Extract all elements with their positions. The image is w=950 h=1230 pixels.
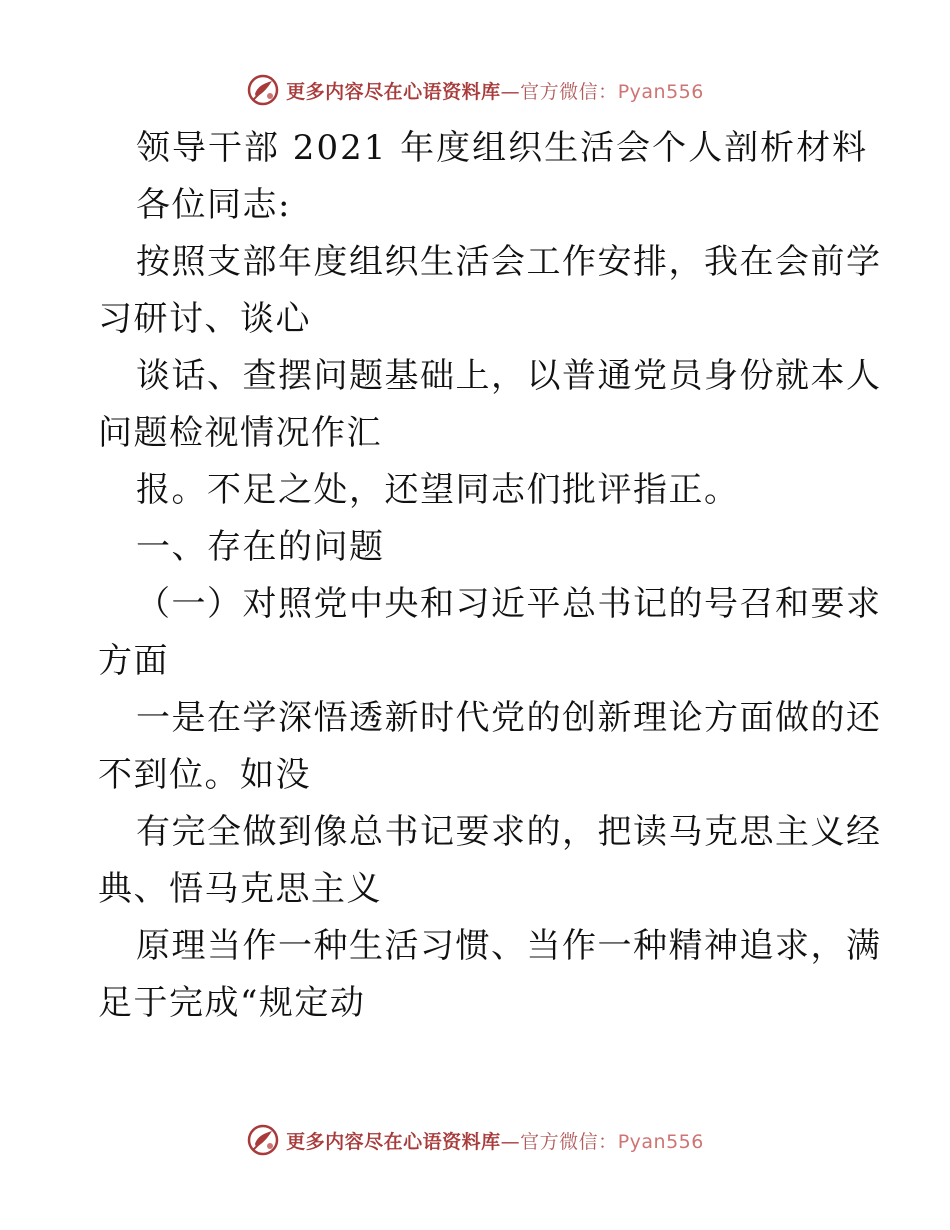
footer-banner-wechat-label: 官方微信： <box>520 1130 618 1153</box>
section-heading: 一、存在的问题 <box>136 527 385 567</box>
header-banner-separator: — <box>500 80 521 103</box>
salutation: 各位同志: <box>136 185 291 225</box>
subsection-heading: （一）对照党中央和习近平总书记的号召和要求 <box>136 584 882 624</box>
header-banner-wechat-label: 官方微信： <box>520 80 618 103</box>
paragraph-line: 习研讨、谈心 <box>98 299 311 339</box>
paragraph-line: 有完全做到像总书记要求的，把读马克思主义经 <box>136 812 882 852</box>
notebook-pen-icon <box>246 1123 280 1157</box>
footer-banner-separator: — <box>500 1130 521 1153</box>
paragraph-line: 按照支部年度组织生活会工作安排，我在会前学 <box>136 242 882 282</box>
paragraph-line: 不到位。如没 <box>98 755 311 795</box>
header-banner-wechat-id: Pyan556 <box>617 80 704 103</box>
header-banner-content <box>246 73 704 107</box>
paragraph-line: 报。不足之处，还望同志们批评指正。 <box>136 470 740 510</box>
footer-banner <box>0 1118 950 1162</box>
header-banner-main-text: 更多内容尽在心语资料库 <box>286 80 501 103</box>
footer-banner-main-text: 更多内容尽在心语资料库 <box>286 1130 501 1153</box>
paragraph-line: 原理当作一种生活习惯、当作一种精神追求，满 <box>136 926 882 966</box>
notebook-pen-icon <box>246 73 280 107</box>
paragraph-line: 典、悟马克思主义 <box>98 869 382 909</box>
header-banner <box>0 68 950 112</box>
footer-banner-wechat-id: Pyan556 <box>617 1130 704 1153</box>
subsection-heading-continued: 方面 <box>98 641 169 681</box>
paragraph-line: 足于完成“规定动 <box>98 983 366 1023</box>
paragraph-line: 谈话、查摆问题基础上，以普通党员身份就本人 <box>136 356 882 396</box>
footer-banner-content <box>246 1123 704 1157</box>
paragraph-line: 一是在学深悟透新时代党的创新理论方面做的还 <box>136 698 882 738</box>
document-title: 领导干部 2021 年度组织生活会个人剖析材料 <box>136 128 869 168</box>
paragraph-line: 问题检视情况作汇 <box>98 413 382 453</box>
document-body <box>98 120 882 1032</box>
